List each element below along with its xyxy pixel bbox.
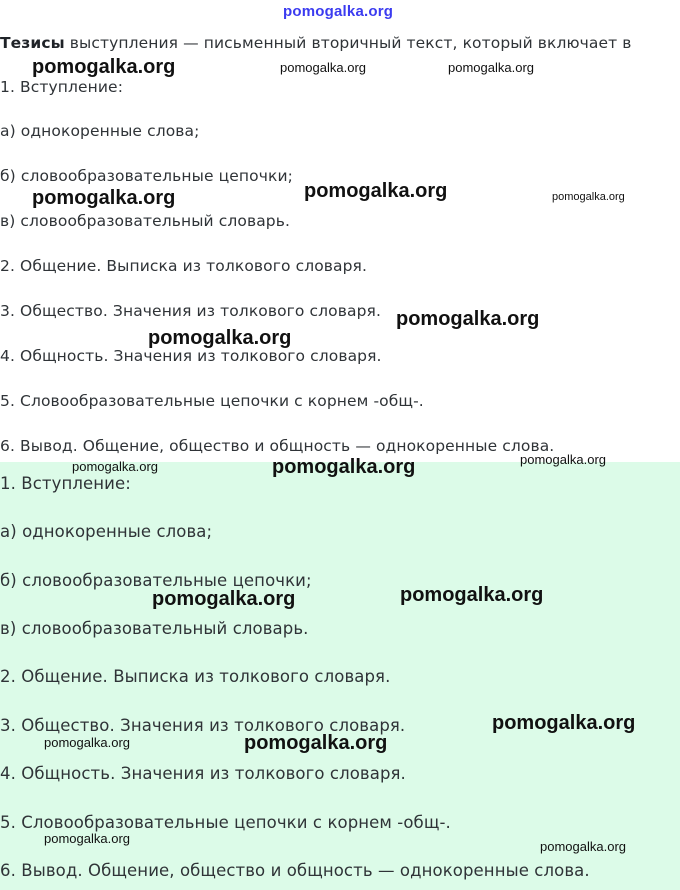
watermark-text: pomogalka.org — [400, 584, 544, 606]
intro-sentence — [0, 34, 632, 52]
answer-outline-item: 2. Общение. Выписка из толкового словаря. — [0, 667, 391, 686]
watermark-text: pomogalka.org — [448, 60, 534, 75]
watermark-text: pomogalka.org — [44, 831, 130, 846]
term-bold: Тезисы — [0, 34, 65, 52]
watermark-text: pomogalka.org — [304, 180, 448, 202]
watermark-text: pomogalka.org — [272, 456, 416, 478]
watermark-text: pomogalka.org — [492, 712, 636, 734]
watermark-text: pomogalka.org — [32, 56, 176, 78]
answer-outline-item: в) словообразовательный словарь. — [0, 619, 309, 638]
outline-item: 6. Вывод. Общение, общество и общность — однокоренные слова. — [0, 437, 555, 455]
watermark-text: pomogalka.org — [280, 60, 366, 75]
watermark-text: pomogalka.org — [540, 839, 626, 854]
answer-outline-item: 6. Вывод. Общение, общество и общность — однокоренные слова. — [0, 861, 590, 880]
answer-outline-item: б) словообразовательные цепочки; — [0, 571, 312, 590]
outline-item: в) словообразовательный словарь. — [0, 212, 291, 230]
answer-outline-item: 5. Словообразовательные цепочки с корнем -общ-. — [0, 813, 451, 832]
answer-outline-item: а) однокоренные слова; — [0, 522, 213, 541]
watermark-text: pomogalka.org — [396, 308, 540, 330]
watermark-link[interactable]: pomogalka.org — [283, 3, 394, 20]
outline-item: 5. Словообразовательные цепочки с корнем -общ-. — [0, 392, 424, 410]
outline-item: 3. Общество. Значения из толкового словаря. — [0, 302, 381, 320]
outline-item: 4. Общность. Значения из толкового словаря. — [0, 347, 382, 365]
outline-item: а) однокоренные слова; — [0, 122, 200, 140]
watermark-text: pomogalka.org — [520, 452, 606, 467]
watermark-text: pomogalka.org — [148, 327, 292, 349]
intro-rest: выступления — письменный вторичный текст, который включает в — [64, 34, 632, 52]
answer-outline-item: 4. Общность. Значения из толкового словаря. — [0, 764, 406, 783]
watermark-text: pomogalka.org — [244, 732, 388, 754]
watermark-text: pomogalka.org — [72, 459, 158, 474]
answer-section — [0, 462, 680, 890]
outline-item: б) словообразовательные цепочки; — [0, 167, 293, 185]
answer-outline-item: 3. Общество. Значения из толкового словаря. — [0, 716, 406, 735]
watermark-text: pomogalka.org — [32, 187, 176, 209]
outline-item: 2. Общение. Выписка из толкового словаря. — [0, 257, 368, 275]
watermark-text: pomogalka.org — [44, 735, 130, 750]
watermark-text: pomogalka.org — [552, 191, 625, 203]
watermark-text: pomogalka.org — [152, 588, 296, 610]
answer-outline-item: 1. Вступление: — [0, 474, 131, 493]
outline-item: 1. Вступление: — [0, 78, 124, 96]
